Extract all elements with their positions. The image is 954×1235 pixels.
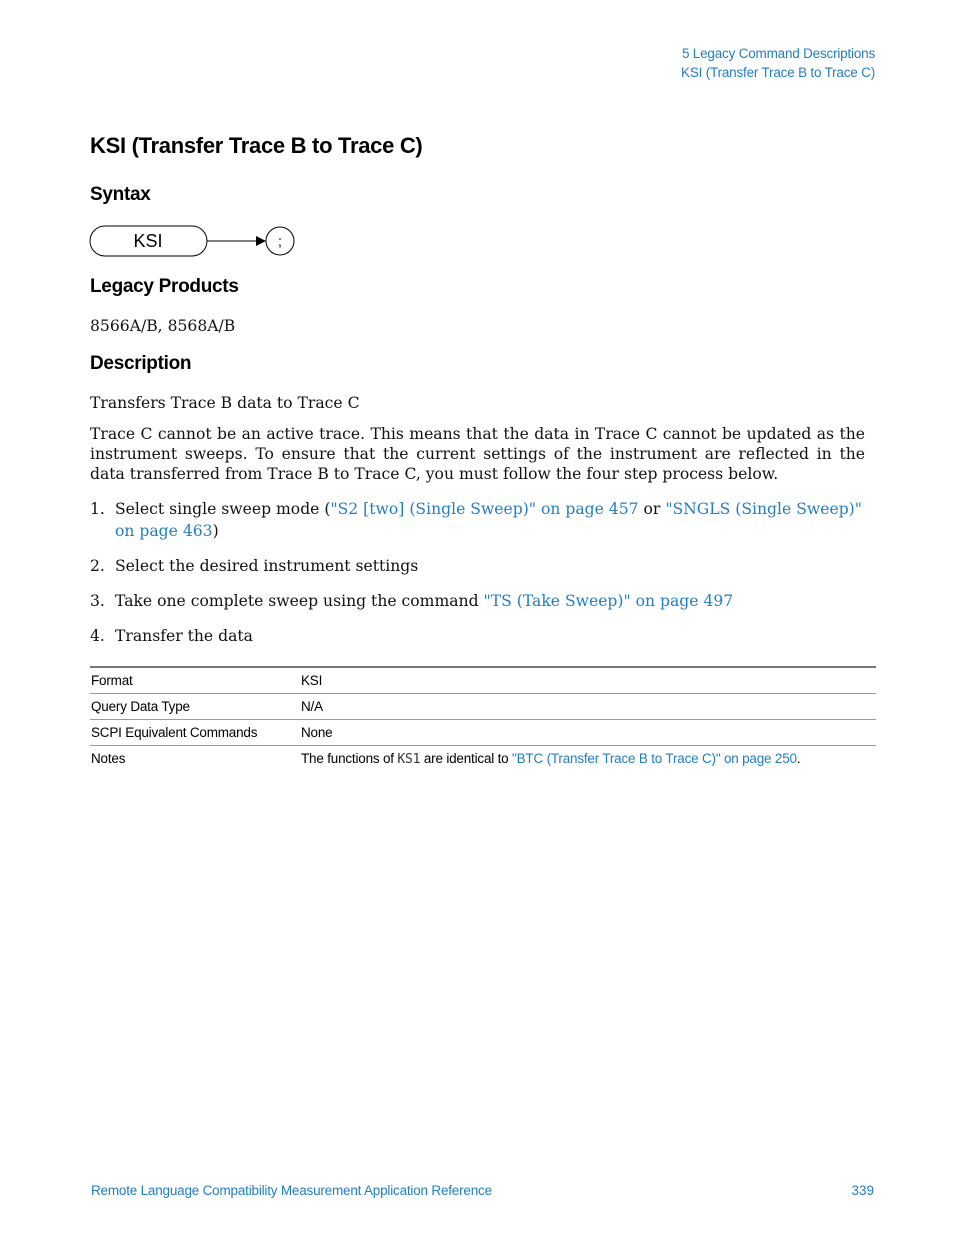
s2-single-sweep-link[interactable]: "S2 [two] (Single Sweep)" on page 457: [330, 500, 639, 518]
table-row: [90, 694, 876, 720]
row-label: Notes: [91, 751, 126, 766]
step-number: 2.: [90, 557, 105, 575]
row-label: SCPI Equivalent Commands: [91, 725, 258, 740]
row-value: None: [301, 725, 333, 740]
row-value: N/A: [301, 699, 323, 714]
running-header: [681, 44, 875, 82]
description-paragraph: Trace C cannot be an active trace. This means that the data in Trace C cannot be updated as the instrument sweeps. To ensure that the current settings of the instrument are reflected in the data transferred from Trace B to Trace C, you must follow the four step process below.: [90, 425, 865, 483]
row-label: Format: [91, 673, 133, 688]
terminator-label: ;: [278, 233, 282, 249]
description-heading: Description: [90, 353, 192, 374]
header-chapter: 5 Legacy Command Descriptions: [681, 46, 875, 61]
step-item: [90, 590, 876, 612]
step-item: [90, 555, 876, 577]
step-number: 3.: [90, 592, 105, 610]
step-number: 4.: [90, 627, 105, 645]
step-number: 1.: [90, 500, 105, 518]
legacy-products-text: 8566A/B, 8568A/B: [90, 317, 236, 335]
step-text: Select single sweep mode ("S2 [two] (Single Sweep)" on page 457 or "SNGLS (Single Sweep)" on page 463): [115, 500, 862, 540]
command-info-table: [90, 666, 876, 771]
step-text: Transfer the data: [115, 627, 253, 645]
syntax-heading: Syntax: [90, 184, 151, 205]
table-row: [90, 720, 876, 746]
footer-title: Remote Language Compatibility Measurement Application Reference: [91, 1183, 492, 1198]
step-item: [90, 498, 876, 542]
inline-code: KS1: [397, 751, 421, 767]
ts-take-sweep-link[interactable]: "TS (Take Sweep)" on page 497: [483, 592, 734, 610]
btc-transfer-link[interactable]: "BTC (Transfer Trace B to Trace C)" on page 250: [512, 750, 797, 766]
header-section: KSI (Transfer Trace B to Trace C): [681, 65, 875, 80]
description-intro: Transfers Trace B data to Trace C: [90, 394, 360, 412]
command-label: KSI: [133, 231, 163, 251]
legacy-products-heading: Legacy Products: [90, 276, 239, 297]
arrow-head-icon: [256, 236, 266, 246]
step-text: Take one complete sweep using the command "TS (Take Sweep)" on page 497: [115, 592, 734, 610]
row-value: KSI: [301, 673, 323, 688]
step-item: [90, 625, 876, 647]
sngls-single-sweep-link[interactable]: "SNGLS (Single Sweep)" on page 463: [115, 500, 862, 540]
syntax-diagram: [88, 224, 300, 260]
row-label: Query Data Type: [91, 699, 190, 714]
footer-page-number: 339: [851, 1183, 874, 1198]
page-title: KSI (Transfer Trace B to Trace C): [90, 133, 423, 158]
table-row: [90, 667, 876, 694]
row-value: The functions of KS1 are identical to "BTC (Transfer Trace B to Trace C)" on page 250.: [301, 750, 801, 767]
step-text: Select the desired instrument settings: [115, 557, 419, 575]
table-row: [90, 746, 876, 772]
